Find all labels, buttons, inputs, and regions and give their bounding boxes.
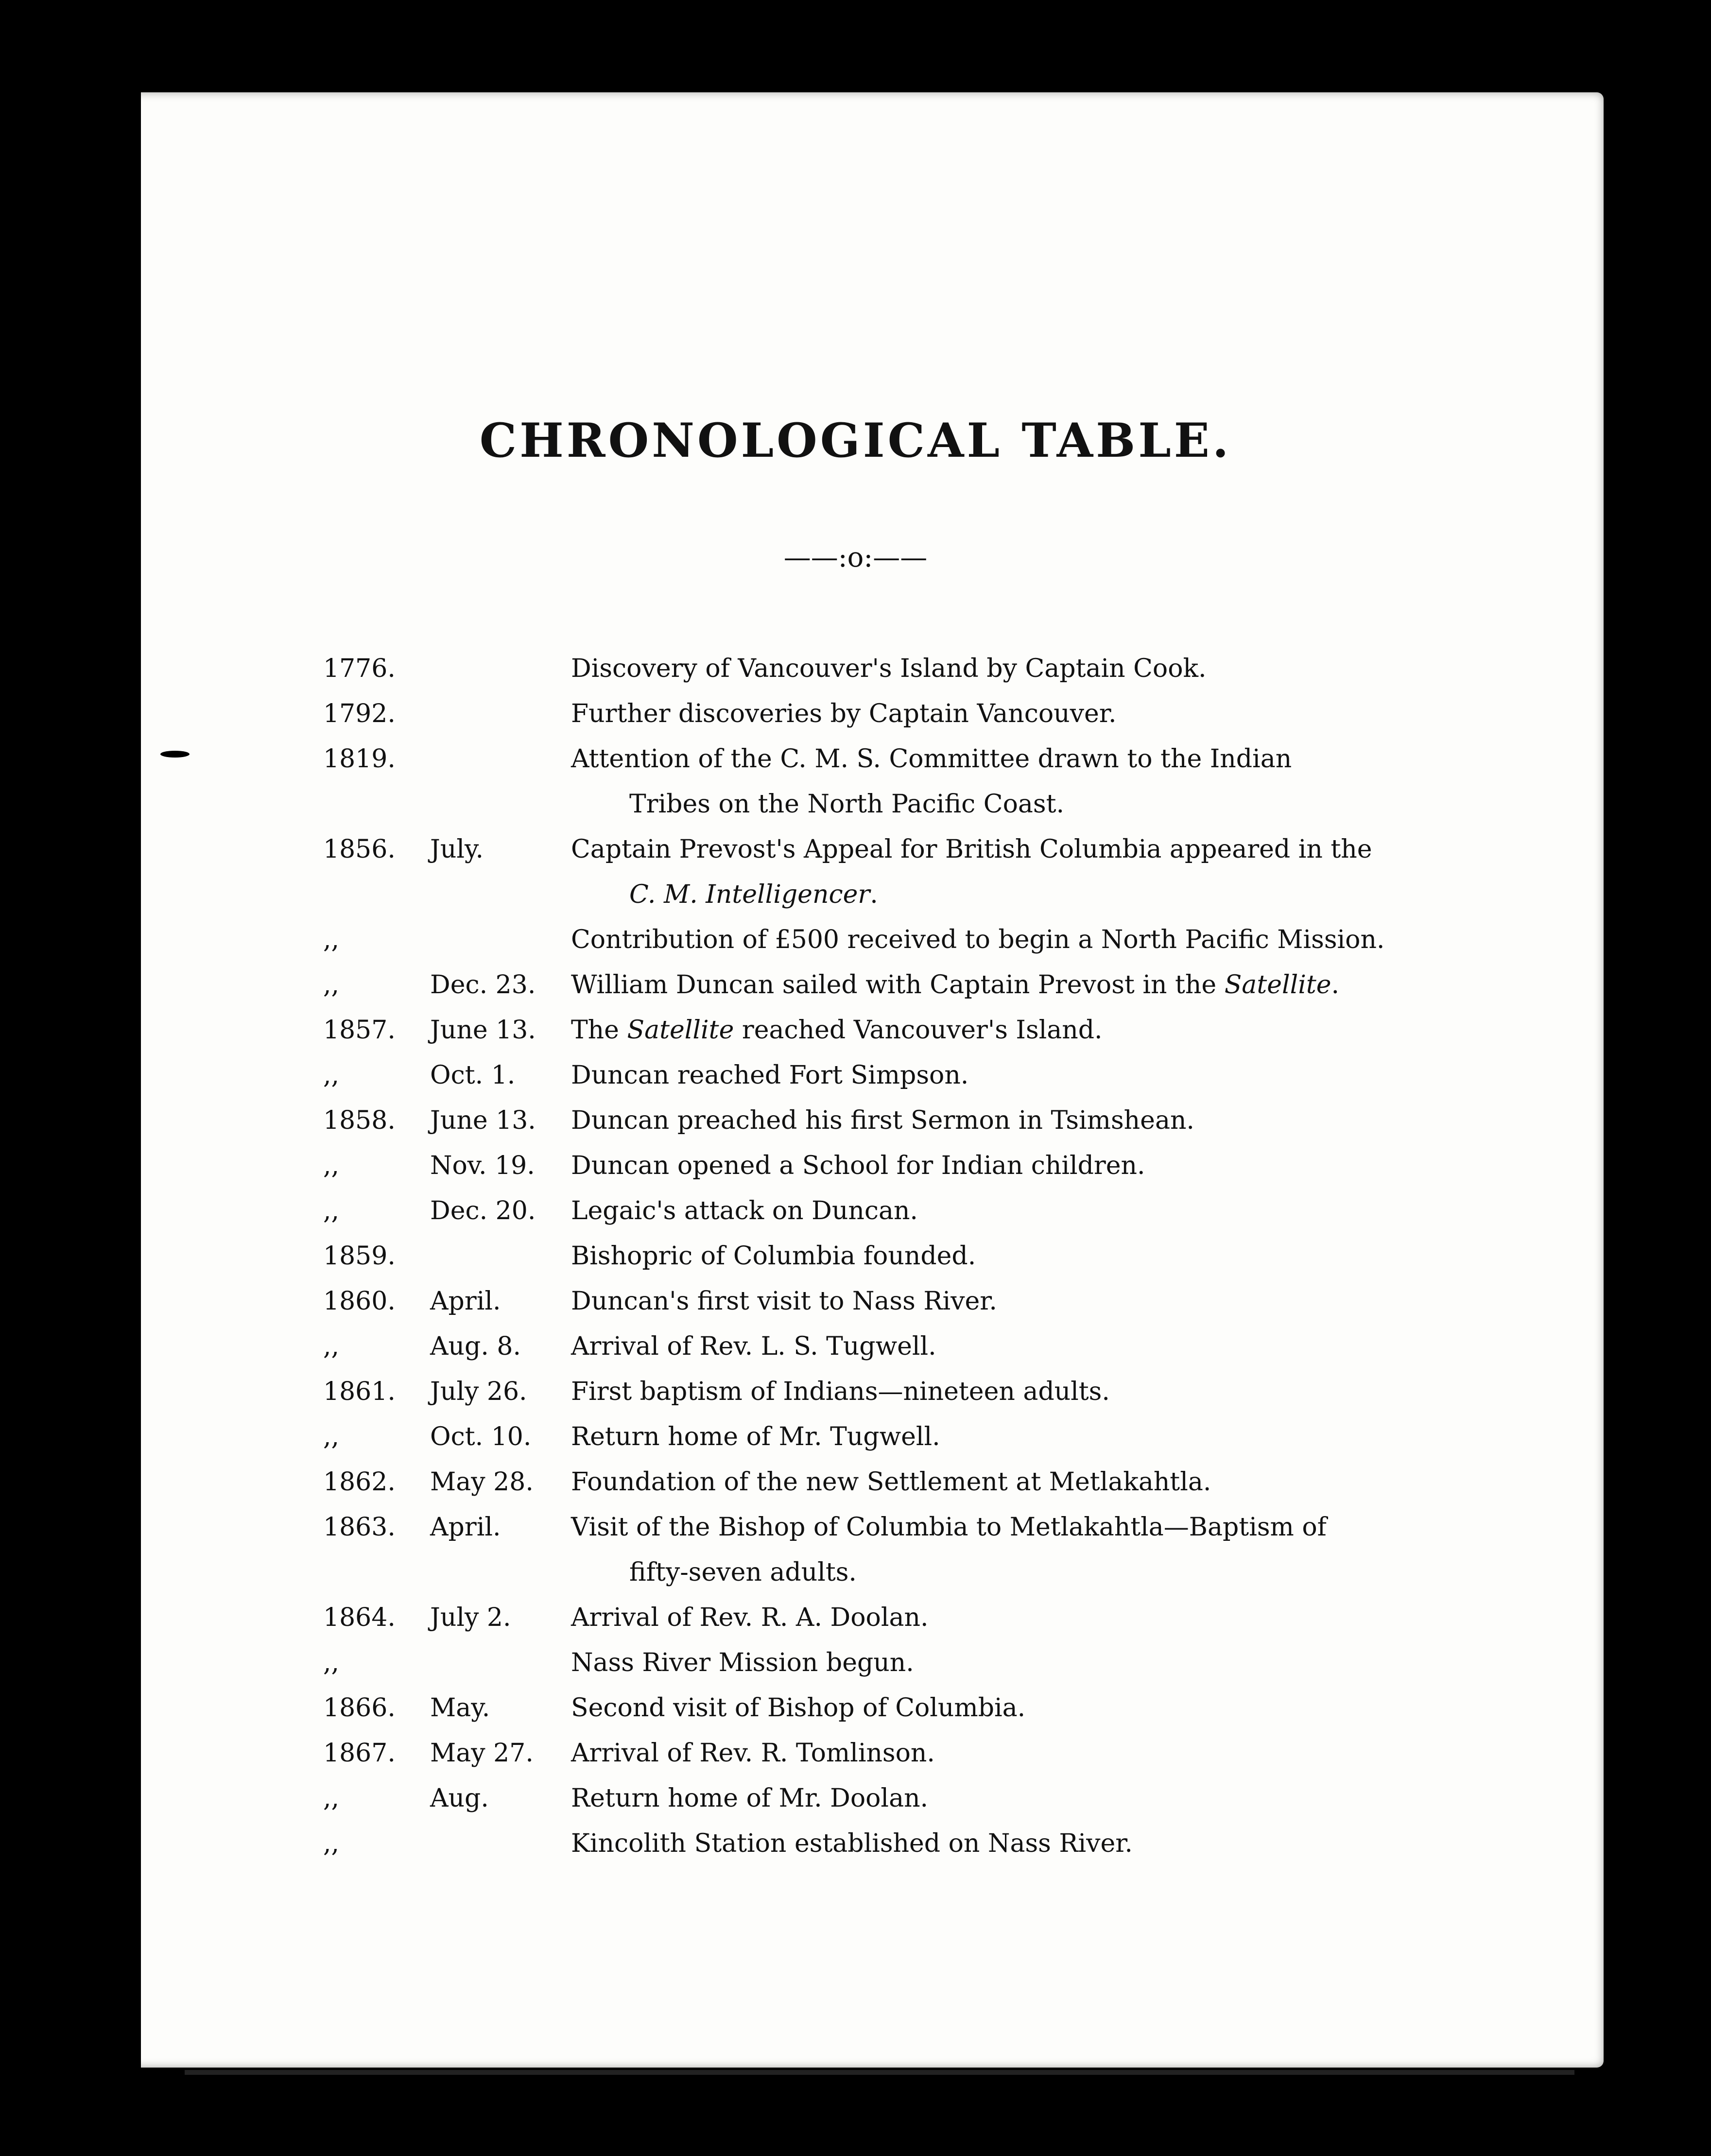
entry-event	[571, 1369, 1455, 1414]
entry-event-text: First baptism of Indians—nineteen adults.	[571, 1377, 1110, 1406]
entry-event	[571, 963, 1455, 1008]
entry-date: May.	[430, 1693, 490, 1723]
entry-event-continuation: Tribes on the North Pacific Coast.	[629, 790, 1064, 819]
entry-year: 1858.	[323, 1106, 396, 1135]
entry-date: Nov. 19.	[430, 1151, 535, 1180]
entry-year: ,,	[323, 1784, 340, 1813]
entry-event-text: Discovery of Vancouver's Island by Captain Cook.	[571, 654, 1207, 683]
entry-year: ,,	[323, 925, 340, 954]
entry-year: 1860.	[323, 1287, 396, 1316]
entry-event	[571, 1595, 1455, 1640]
entry-event	[571, 1279, 1455, 1324]
entry-year: ,,	[323, 970, 340, 1000]
entry-year: 1792.	[323, 699, 396, 728]
entry-date: Aug.	[430, 1784, 489, 1813]
entry-year: 1776.	[323, 654, 396, 683]
entry-event	[571, 1686, 1455, 1731]
entry-event	[571, 1234, 1455, 1279]
entry-event	[571, 1414, 1455, 1460]
table-row	[323, 1821, 1455, 1866]
table-row	[323, 1640, 1455, 1686]
entry-year: 1862.	[323, 1467, 396, 1497]
table-row	[323, 646, 1455, 691]
entry-year: 1857.	[323, 1016, 396, 1045]
entry-event	[571, 646, 1455, 691]
entry-event	[571, 1008, 1455, 1053]
table-row	[323, 1595, 1455, 1640]
entry-event-text: Nass River Mission begun.	[571, 1648, 914, 1677]
ink-speck	[160, 751, 190, 758]
table-row	[323, 1279, 1455, 1324]
entry-event-text: Arrival of Rev. L. S. Tugwell.	[571, 1332, 936, 1361]
entry-event-text: Visit of the Bishop of Columbia to Metlakahtla—Baptism of	[571, 1513, 1327, 1542]
entry-event	[571, 1098, 1455, 1143]
page-title: CHRONOLOGICAL TABLE.	[479, 413, 1232, 468]
table-row	[323, 1098, 1455, 1143]
entry-event-text: Captain Prevost's Appeal for British Columbia appeared in the	[571, 835, 1372, 864]
entry-year: ,,	[323, 1061, 340, 1090]
entry-year: ,,	[323, 1332, 340, 1361]
entry-event-text: Arrival of Rev. R. Tomlinson.	[571, 1739, 935, 1768]
entry-event-text: Legaic's attack on Duncan.	[571, 1196, 918, 1225]
entry-event	[571, 1324, 1455, 1369]
entry-event	[571, 1821, 1455, 1866]
entry-event	[571, 1731, 1455, 1776]
book-binding-edge	[107, 83, 141, 2075]
entry-date: May 27.	[430, 1739, 534, 1768]
entry-date: July.	[430, 835, 484, 864]
entry-event	[571, 1776, 1455, 1821]
entry-event-text: Second visit of Bishop of Columbia.	[571, 1693, 1026, 1723]
table-row	[323, 1324, 1455, 1369]
entry-year: 1864.	[323, 1603, 396, 1632]
entry-year: 1861.	[323, 1377, 396, 1406]
entry-year: 1866.	[323, 1693, 396, 1723]
table-row	[323, 1505, 1455, 1595]
title-separator: ——:o:——	[783, 542, 928, 573]
entry-event	[571, 1143, 1455, 1189]
entry-date: Dec. 20.	[430, 1196, 536, 1225]
entry-date: June 13.	[430, 1106, 536, 1135]
entry-event	[571, 737, 1455, 827]
entry-event	[571, 827, 1455, 917]
entry-date: Oct. 10.	[430, 1422, 532, 1451]
entry-year: ,,	[323, 1196, 340, 1225]
entry-year: 1867.	[323, 1739, 396, 1768]
table-row	[323, 917, 1455, 963]
table-row	[323, 1414, 1455, 1460]
table-row	[323, 1234, 1455, 1279]
entry-event	[571, 917, 1455, 963]
table-row	[323, 1143, 1455, 1189]
entry-event-text: William Duncan sailed with Captain Prevost in the Satellite.	[571, 970, 1340, 1000]
entry-event-text: Foundation of the new Settlement at Metlakahtla.	[571, 1467, 1211, 1497]
table-row	[323, 1189, 1455, 1234]
entry-date: July 26.	[430, 1377, 527, 1406]
entry-year: 1856.	[323, 835, 396, 864]
table-row	[323, 1731, 1455, 1776]
entry-year: ,,	[323, 1151, 340, 1180]
table-row	[323, 1460, 1455, 1505]
entry-event-text: Arrival of Rev. R. A. Doolan.	[571, 1603, 929, 1632]
entry-event-text: Duncan preached his first Sermon in Tsimshean.	[571, 1106, 1194, 1135]
ink-speck	[100, 1424, 129, 1443]
table-row	[323, 963, 1455, 1008]
entry-event	[571, 1460, 1455, 1505]
entry-year: ,,	[323, 1829, 340, 1858]
table-row	[323, 827, 1455, 917]
entry-year: ,,	[323, 1422, 340, 1451]
entry-date: June 13.	[430, 1016, 536, 1045]
entry-event	[571, 691, 1455, 737]
entry-date: Aug. 8.	[430, 1332, 521, 1361]
table-row	[323, 1369, 1455, 1414]
entry-event-text: Duncan opened a School for Indian children.	[571, 1151, 1145, 1180]
entry-event-text: Return home of Mr. Tugwell.	[571, 1422, 940, 1451]
entry-event-text: Duncan reached Fort Simpson.	[571, 1061, 969, 1090]
entry-event-text: Return home of Mr. Doolan.	[571, 1784, 929, 1813]
entry-event-text: Bishopric of Columbia founded.	[571, 1242, 976, 1271]
entry-year: 1863.	[323, 1513, 396, 1542]
entry-date: Oct. 1.	[430, 1061, 516, 1090]
entry-event-text: The Satellite reached Vancouver's Island.	[571, 1016, 1103, 1045]
entry-event-text: Attention of the C. M. S. Committee drawn to the Indian	[571, 744, 1292, 774]
entry-event-continuation: C. M. Intelligencer.	[629, 880, 878, 909]
table-row	[323, 1776, 1455, 1821]
entry-year: 1859.	[323, 1242, 396, 1271]
entry-event	[571, 1505, 1455, 1595]
entry-date: May 28.	[430, 1467, 534, 1497]
entry-event-text: Further discoveries by Captain Vancouver.	[571, 699, 1117, 728]
entry-event	[571, 1640, 1455, 1686]
entry-event-text: Contribution of £500 received to begin a North Pacific Mission.	[571, 925, 1385, 954]
entry-date: April.	[430, 1287, 501, 1316]
page-bottom-edge	[185, 2070, 1574, 2075]
table-row	[323, 691, 1455, 737]
entry-date: July 2.	[430, 1603, 511, 1632]
entry-event-text: Duncan's first visit to Nass River.	[571, 1287, 997, 1316]
table-row	[323, 1686, 1455, 1731]
table-row	[323, 737, 1455, 827]
entry-year: ,,	[323, 1648, 340, 1677]
entry-event	[571, 1189, 1455, 1234]
entry-date: Dec. 23.	[430, 970, 536, 1000]
entry-event-continuation: fifty-seven adults.	[629, 1558, 857, 1587]
table-row	[323, 1053, 1455, 1098]
entry-event	[571, 1053, 1455, 1098]
entry-date: April.	[430, 1513, 501, 1542]
chronological-table	[323, 646, 1455, 1866]
entry-year: 1819.	[323, 744, 396, 774]
table-row	[323, 1008, 1455, 1053]
entry-event-text: Kincolith Station established on Nass River.	[571, 1829, 1133, 1858]
